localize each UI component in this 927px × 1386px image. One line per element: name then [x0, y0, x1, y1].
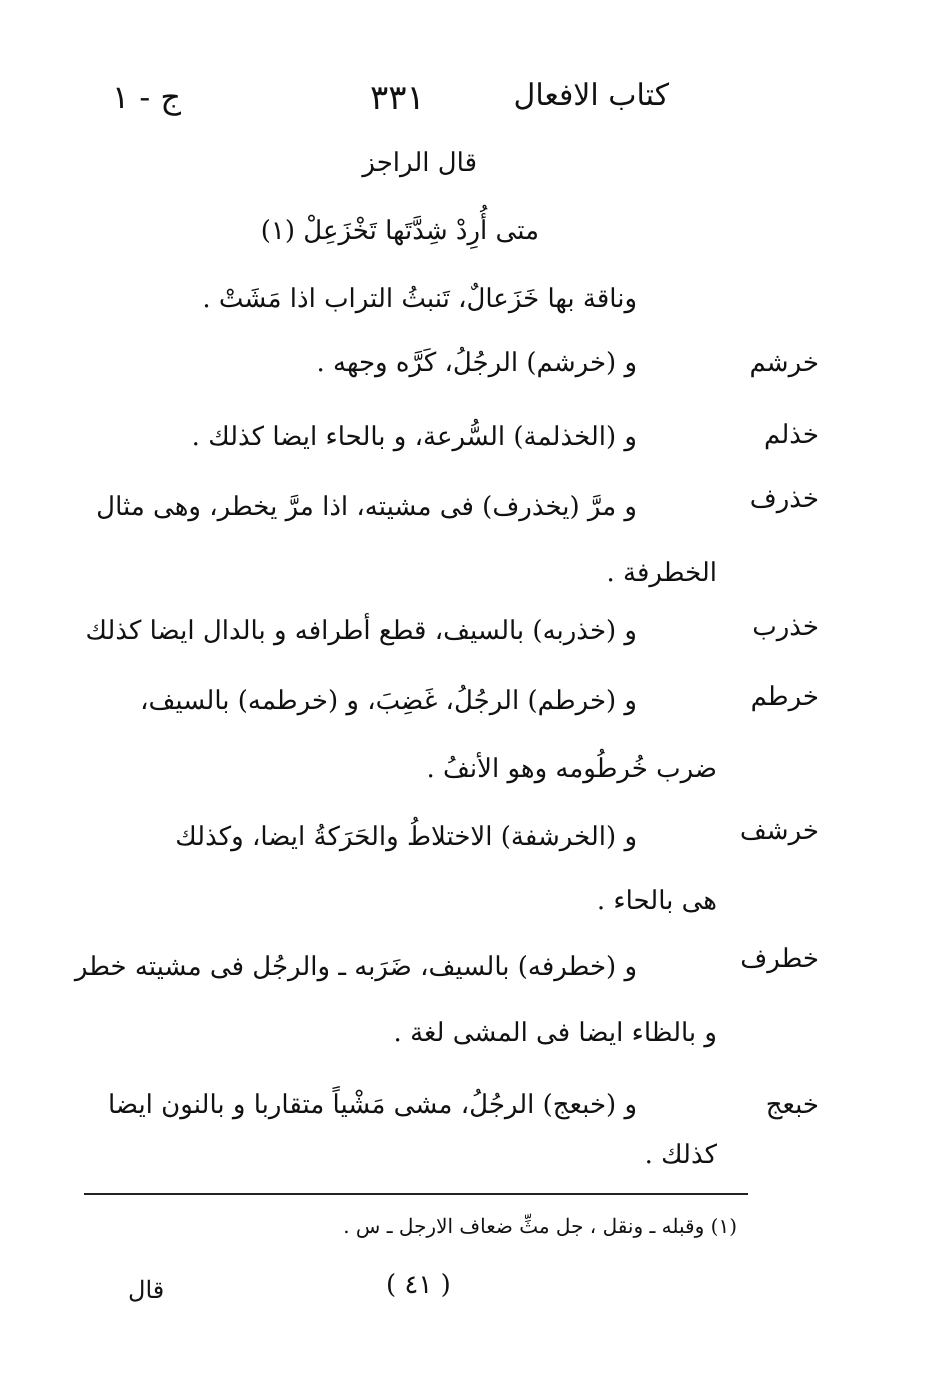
entry-continuation: كذلك .	[644, 1140, 717, 1170]
entry-text: و (خطرفه) بالسيف، ضَرَبه ـ والرجُل فى مشيته خطر	[74, 952, 637, 982]
entry-continuation: ضرب خُرطُومه وهو الأنفُ .	[426, 754, 717, 784]
headword: خطرف	[740, 944, 819, 974]
entry-continuation: و بالظاء ايضا فى المشى لغة .	[393, 1018, 717, 1048]
book-title: كتاب الافعال	[513, 78, 669, 113]
footnote-divider	[84, 1193, 748, 1195]
entry-text: و (الخرشفة) الاختلاطُ والحَرَكةُ ايضا، وكذلك	[175, 822, 637, 852]
entry-text: و (خرشم) الرجُلُ، كَرَّه وجهه .	[316, 348, 637, 378]
headword: خرشم	[749, 348, 819, 378]
headword: خرطم	[750, 682, 819, 712]
entry-text: و (الخذلمة) السُّرعة، و بالحاء ايضا كذلك .	[191, 422, 637, 452]
headword: خذلم	[764, 420, 819, 450]
entry-continuation: هى بالحاء .	[596, 886, 717, 916]
verse-gloss: وناقة بها خَزَعالٌ، تَنبثُ التراب اذا مَشَتْ .	[202, 284, 637, 314]
catchword: قال	[128, 1276, 165, 1304]
verse-line: متى أُرِدْ شِدَّتَها تَخْزَعِلْ (١)	[260, 216, 539, 246]
entry-text: و (خبعج) الرجُلُ، مشى مَشْياً متقاربا و بالنون ايضا	[107, 1090, 637, 1120]
entry-text: و (خرطم) الرجُلُ، غَضِبَ، و (خرطمه) بالسيف،	[140, 686, 637, 716]
poet-label: قال الراجز	[362, 148, 477, 178]
entry-continuation: الخطرفة .	[606, 558, 717, 588]
page-number: ٣٣١	[370, 78, 425, 118]
footnote: (١) وقبله ـ ونقل ، جل مثِّ ضعاف الارجل ـ س .	[343, 1214, 737, 1238]
headword: خبعج	[765, 1090, 819, 1120]
volume-label: ج - ١	[112, 78, 181, 116]
entry-text: و (خذربه) بالسيف، قطع أطرافه و بالدال ايضا كذلك	[85, 616, 637, 646]
headword: خرشف	[739, 816, 819, 846]
headword: خذرب	[752, 612, 819, 642]
signature-number: ( ٤١ )	[386, 1270, 451, 1300]
entry-text: و مرَّ (يخذرف) فى مشيته، اذا مرَّ يخطر، وهى مثال	[96, 492, 637, 522]
headword: خذرف	[749, 484, 819, 514]
